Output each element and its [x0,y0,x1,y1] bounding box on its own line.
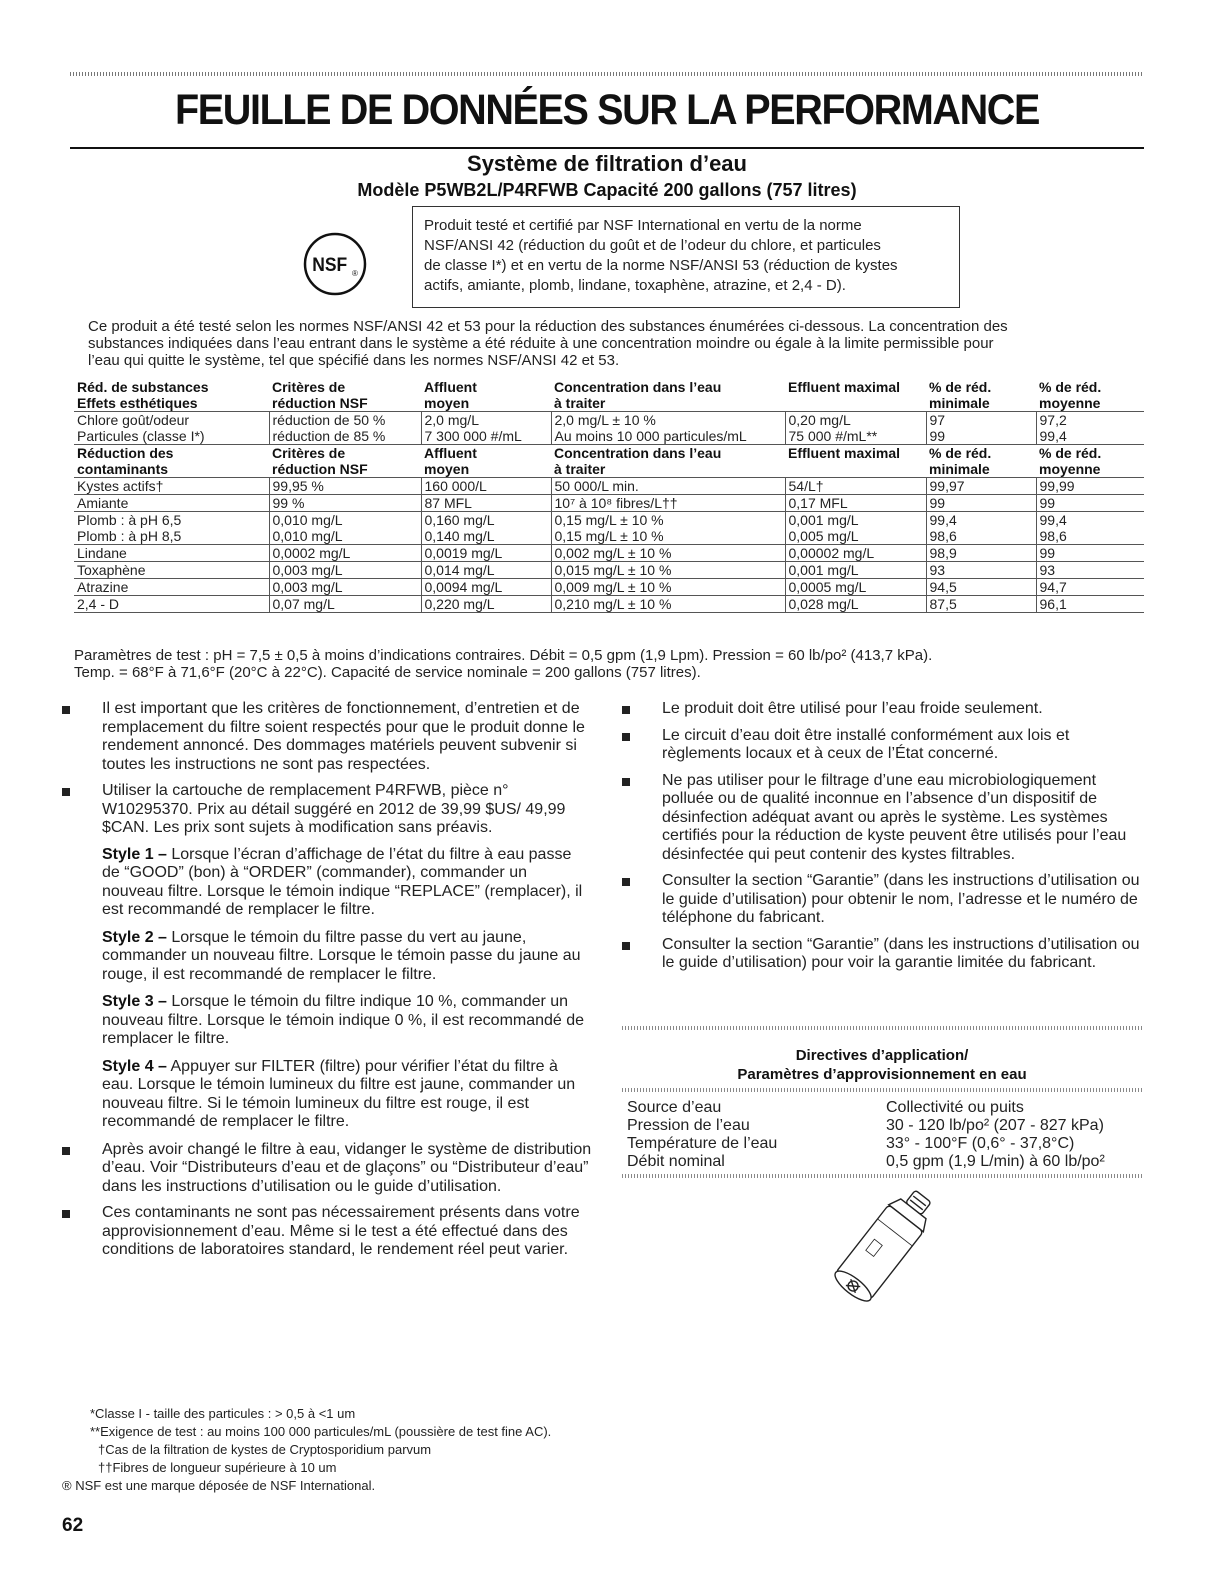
table-cell [551,545,785,562]
table-cell [74,562,269,579]
table-cell [421,478,551,495]
table-cell-line: 99 [1039,545,1056,561]
guideline-row [627,1099,1142,1117]
table-cell-line: 0,0005 mg/L [788,579,867,595]
guideline-row [627,1135,1142,1153]
table-header-line: % de réd. [929,379,992,395]
guidelines-title-line: Paramètres d’approvisionnement en eau [737,1066,1027,1083]
table-cell [421,579,551,596]
table-cell-line: 10⁷ à 10⁸ fibres/L†† [554,495,678,511]
table-cell [269,495,421,512]
table-cell-line: 93 [1039,562,1056,578]
table-cell-line: 0,001 mg/L [788,562,859,578]
table-header-cell [269,379,421,412]
bullet-text: Il est important que les critères de fonctionnement, d’entretien et de remplacement du filtre soient respectés pour que le produit donne le rendement annoncé. Des dommages matériels peuvent subvenir si toutes les instructions ne sont pas respectées. [102,700,585,773]
style-label: Style 1 – [102,845,167,863]
table-cell [785,545,926,562]
table-row [74,495,1144,512]
table-cell-line: 98,9 [929,545,957,561]
guidelines-title-line: Directives d’application/ [795,1047,969,1064]
style-4-paragraph [62,1058,592,1132]
table-row [74,545,1144,562]
style-text: Lorsque le témoin du filtre passe du vert au jaune, commander un nouveau filtre. Lorsque le témoin passe du jaune au rouge, il est recommandé de remplacer le filtre. [102,928,581,983]
table-header-line: Effluent maximal [788,445,901,461]
table-cell-line: 2,0 mg/L [424,412,479,428]
table-row [74,562,1144,579]
table-cell-line: 96,1 [1039,596,1067,612]
table-cell [74,412,269,445]
table-header-line: moyen [424,461,470,477]
table-cell [1036,412,1144,445]
table-cell-line: 99 % [272,495,305,511]
table-header-line: à traiter [554,395,606,411]
footnote: ® NSF est une marque déposée de NSF International. [62,1478,376,1493]
table-cell [1036,512,1144,545]
table-cell-line: 2,4 - D [77,596,120,612]
table-header-row [74,445,1144,478]
style-label: Style 2 – [102,928,167,946]
table-header-line: Affluent [424,445,477,461]
dotted-rule [622,1026,1142,1030]
table-cell [1036,495,1144,512]
table-cell-line: 99,4 [1039,428,1067,444]
table-cell [74,495,269,512]
table-cell [269,412,421,445]
subtitle: Système de filtration d’eau [467,151,747,176]
style-text: Lorsque l’écran d’affichage de l’état du filtre à eau passe de “GOOD” (bon) à “ORDER” (commander), commander un nouveau filtre. Lorsque le témoin indique “REPLACE” (remplacer), il est recommandé de remplacer le filtre. [102,845,583,918]
bullet-text: Consulter la section “Garantie” (dans les instructions d’utilisation ou le guide d’utilisation) pour voir la garantie limitée du fabricant. [662,935,1140,971]
table-header-line [788,461,926,477]
table-cell [1036,579,1144,596]
guideline-key: Source d’eau [627,1099,722,1116]
table-cell-line: 0,140 mg/L [424,528,495,544]
table-cell [551,478,785,495]
table-header-row [74,379,1144,412]
table-cell-line: 0,210 mg/L ± 10 % [554,596,672,612]
table-header-cell [926,379,1036,412]
table-row [74,579,1144,596]
table-header-line: Affluent [424,379,477,395]
test-parameters-line: Paramètres de test : pH = 7,5 ± 0,5 à moins d’indications contraires. Débit = 0,5 gpm (1,9 Lpm). Pression = 60 lb/po² (413,7 kPa). [74,647,933,664]
table-cell-line: 0,07 mg/L [272,596,335,612]
table-cell [551,579,785,596]
bullet-item [62,1141,592,1197]
bullet-square-icon [62,1147,70,1155]
table-cell-line: 0,15 mg/L ± 10 % [554,512,664,528]
table-cell [551,495,785,512]
table-header-line: minimale [929,461,990,477]
bullet-square-icon [622,706,630,714]
table-row [74,512,1144,545]
table-header-cell [926,445,1036,478]
table-header-line [788,395,926,411]
table-cell-line: 97 [929,412,946,428]
nsf-logo [303,232,367,296]
table-header-line: Concentration dans l’eau [554,445,722,461]
table-cell [785,596,926,613]
table-header-cell [269,445,421,478]
table-cell-line: 0,003 mg/L [272,579,343,595]
table-cell-line: 93 [929,562,946,578]
table-cell-line: 99 [1039,495,1056,511]
intro-line: l’eau qui quitte le système, tel que spécifié dans les normes NSF/ANSI 42 et 53. [88,352,620,369]
title-rule [70,147,1144,149]
table-cell-line: 0,015 mg/L ± 10 % [554,562,672,578]
table-cell-line: Kystes actifs† [77,478,164,494]
table-cell [421,562,551,579]
table-cell [785,512,926,545]
table-cell [926,512,1036,545]
table-cell-line: 99,99 [1039,478,1075,494]
table-header-cell [421,445,551,478]
guideline-row [627,1153,1142,1171]
cert-line: actifs, amiante, plomb, lindane, toxaphène, atrazine, et 2,4 - D). [424,277,846,294]
table-cell [74,545,269,562]
table-header-cell [551,445,785,478]
footnote: †Cas de la filtration de kystes de Cryptosporidium parvum [98,1442,432,1457]
table-cell-line: 0,15 mg/L ± 10 % [554,528,664,544]
table-header-line: Concentration dans l’eau [554,379,722,395]
table-cell [269,512,421,545]
bullet-square-icon [622,778,630,786]
water-filter-cartridge-illustration [812,1188,952,1310]
guideline-value: 0,5 gpm (1,9 L/min) à 60 lb/po² [886,1153,1105,1170]
table-header-cell [74,445,269,478]
table-cell [269,596,421,613]
table-header-line: Réd. de substances [77,379,209,395]
bullet-item [622,772,1142,865]
bullet-text: Le produit doit être utilisé pour l’eau froide seulement. [662,700,1043,717]
page-title: FEUILLE DE DONNÉES SUR LA PERFORMANCE [174,86,1039,134]
bullet-square-icon [622,942,630,950]
table-cell [785,412,926,445]
table-row [74,596,1144,613]
top-dotted-rule [70,72,1144,76]
table-cell [421,596,551,613]
table-cell-line: 0,0002 mg/L [272,545,351,561]
table-cell-line: 99,97 [929,478,965,494]
table-header-line: moyen [424,395,470,411]
table-cell [926,412,1036,445]
style-label: Style 4 – [102,1057,167,1075]
nsf-logo-mark: ® [352,269,358,278]
style-1-paragraph [62,846,592,920]
table-cell-line: 99,95 % [272,478,324,494]
table-header-line: réduction NSF [272,461,368,477]
table-cell-line: 0,014 mg/L [424,562,495,578]
table-header-cell [74,379,269,412]
table-cell [421,412,551,445]
table-cell [1036,478,1144,495]
table-cell [926,579,1036,596]
footnote: ††Fibres de longueur supérieure à 10 um [98,1460,337,1475]
table-header-cell [785,379,926,412]
table-header-line: Effets esthétiques [77,395,198,411]
bullet-item [62,782,592,838]
table-cell [1036,596,1144,613]
style-label: Style 3 – [102,993,167,1010]
table-cell-line: 99 [929,428,946,444]
table-cell-line: 0,002 mg/L ± 10 % [554,545,672,561]
bullet-square-icon [62,788,70,796]
bullet-text: Consulter la section “Garantie” (dans les instructions d’utilisation ou le guide d’utilisation) pour obtenir le nom, l’adresse et le numéro de téléphone du fabricant. [662,872,1140,926]
table-cell-line: 0,0019 mg/L [424,545,503,561]
dotted-rule [622,1174,1142,1178]
table-cell-line: 75 000 #/mL** [788,428,878,444]
table-cell-line: 94,7 [1039,579,1067,595]
bullet-item [622,727,1142,764]
table-cell [551,562,785,579]
table-cell [74,579,269,596]
table-cell [74,512,269,545]
table-cell [785,579,926,596]
nsf-logo-text: NSF [312,253,348,276]
table-cell [551,512,785,545]
bullet-square-icon [62,1210,70,1218]
table-cell-line: 0,17 MFL [788,495,848,511]
table-cell-line: Lindane [77,545,127,561]
table-cell [785,562,926,579]
table-cell-line: 50 000/L min. [554,478,639,494]
table-header-line: % de réd. [1039,445,1102,461]
table-cell-line: 0,028 mg/L [788,596,859,612]
table-cell [269,478,421,495]
table-header-line: % de réd. [1039,379,1102,395]
table-header-line: à traiter [554,461,606,477]
bullet-square-icon [622,733,630,741]
bullet-text: Utiliser la cartouche de remplacement P4RFWB, pièce n° W10295370. Prix au détail suggéré en 2012 de 39,99 $US/ 49,99 $CAN. Les prix sont sujets à modification sans préavis. [102,782,566,836]
guideline-key: Pression de l’eau [627,1117,750,1134]
table-cell-line: Particules (classe I*) [77,428,205,444]
table-cell-line: 0,005 mg/L [788,528,859,544]
table-cell-line: réduction de 50 % [272,412,386,428]
style-text: Lorsque le témoin du filtre indique 10 %, commander un nouveau filtre. Lorsque le témoin indique 0 %, il est recommandé de remplacer le filtre. [102,993,585,1047]
footnote: *Classe I - taille des particules : > 0,5 à <1 um [90,1406,356,1421]
bullet-text: Après avoir changé le filtre à eau, vidanger le système de distribution d’eau. Voir “Distributeurs d’eau et de glaçons” ou “Distributeur d’eau” dans les instructions d’utilisation ou le guide d’utilisation. [102,1140,592,1195]
table-cell [74,478,269,495]
footnote: **Exigence de test : au moins 100 000 particules/mL (poussière de test fine AC). [90,1424,552,1439]
table-cell [269,562,421,579]
table-cell-line: 87,5 [929,596,957,612]
test-parameters-line: Temp. = 68°F à 71,6°F (20°C à 22°C). Capacité de service nominale = 200 gallons (757 litres). [74,664,701,681]
table-cell-line: 0,010 mg/L [272,528,343,544]
bullet-text: Ces contaminants ne sont pas nécessairement présents dans votre approvisionnement d’eau. Même si le test a été effectué dans des conditions de laboratoires standard, le rendement réel peut varier. [102,1204,580,1258]
table-cell-line: 0,009 mg/L ± 10 % [554,579,672,595]
table-cell-line: 160 000/L [424,478,487,494]
table-header-line: moyenne [1039,461,1101,477]
performance-table [74,379,1144,613]
table-cell-line: 7 300 000 #/mL [424,428,522,444]
table-header-line: Critères de [272,445,346,461]
table-cell [926,495,1036,512]
cert-line: NSF/ANSI 42 (réduction du goût et de l’odeur du chlore, et particules [424,237,881,254]
table-header-line: % de réd. [929,445,992,461]
intro-line: substances indiquées dans l’eau entrant dans le système a été réduite à une concentration moindre ou égale à la limite permissible pour [88,335,994,352]
table-cell-line: Au moins 10 000 particules/mL [554,428,747,444]
guideline-value: 30 - 120 lb/po² (207 - 827 kPa) [886,1117,1104,1134]
table-cell-line: Chlore goût/odeur [77,412,190,428]
intro-line: Ce produit a été testé selon les normes NSF/ANSI 42 et 53 pour la réduction des substances énumérées ci-dessous. La concentration des [88,318,1008,335]
cert-line: de classe I*) et en vertu de la norme NSF/ANSI 53 (réduction de kystes [424,257,898,274]
table-cell-line: 0,160 mg/L [424,512,495,528]
table-cell-line: 0,220 mg/L [424,596,495,612]
certification-box [412,206,960,308]
style-2-paragraph [62,929,592,985]
table-cell-line: 0,010 mg/L [272,512,343,528]
table-header-line: contaminants [77,461,169,477]
table-cell [421,545,551,562]
table-cell-line: 0,001 mg/L [788,512,859,528]
table-cell-line: 98,6 [929,528,957,544]
table-header-line: Effluent maximal [788,379,901,395]
table-cell [926,596,1036,613]
bullet-square-icon [622,878,630,886]
table-cell-line: 0,00002 mg/L [788,545,875,561]
table-cell-line: Plomb : à pH 6,5 [77,512,182,528]
table-header-line: Critères de [272,379,346,395]
style-text: Appuyer sur FILTER (filtre) pour vérifier l’état du filtre à eau. Lorsque le témoin lumineux du filtre est jaune, commander un nouveau filtre. Si le témoin lumineux du filtre est rouge, il est recommandé de remplacer le filtre. [102,1057,576,1130]
table-cell [785,495,926,512]
test-parameters [74,647,1144,681]
right-column [622,700,1142,981]
table-row [74,412,1144,445]
bullet-item [62,1204,592,1260]
style-3-paragraph [62,993,592,1049]
table-cell-line: 0,0094 mg/L [424,579,503,595]
table-cell [1036,545,1144,562]
table-cell-line: 97,2 [1039,412,1067,428]
bullet-item [622,700,1142,719]
table-header-cell [551,379,785,412]
model-line: Modèle P5WB2L/P4RFWB Capacité 200 gallons (757 litres) [357,180,857,200]
guidelines-rows [622,1099,1142,1171]
table-cell [421,495,551,512]
table-cell [926,562,1036,579]
table-cell-line: 99 [929,495,946,511]
table-cell-line: 98,6 [1039,528,1067,544]
table-cell-line: Atrazine [77,579,129,595]
bullet-item [62,700,592,774]
table-header-line: moyenne [1039,395,1101,411]
table-cell [926,478,1036,495]
table-cell-line: 0,003 mg/L [272,562,343,578]
table-cell [551,412,785,445]
table-header-cell [1036,379,1144,412]
table-cell [785,478,926,495]
guidelines-title [622,1046,1142,1084]
bullet-text: Ne pas utiliser pour le filtrage d’une eau microbiologiquement polluée ou de qualité inconnue en l’absence d’un dispositif de désinfection adéquat avant ou après le système. Les systèmes certifiés pour la réduction de kyste peuvent être utilisés pour l’eau désinfectée qui peut contenir des kystes filtrables. [662,771,1127,863]
application-guidelines [622,1026,1142,1178]
table-header-cell [421,379,551,412]
guideline-key: Température de l’eau [627,1135,778,1152]
table-header-cell [785,445,926,478]
table-cell-line: 99,4 [929,512,957,528]
table-header-line: réduction NSF [272,395,368,411]
table-cell-line: 0,20 mg/L [788,412,851,428]
table-cell-line: 54/L† [788,478,824,494]
table-cell-line: 87 MFL [424,495,472,511]
left-column [62,700,592,1268]
table-cell [269,579,421,596]
bullet-item [622,872,1142,928]
dotted-rule [622,1088,1142,1092]
table-cell-line: Amiante [77,495,129,511]
table-cell-line: Toxaphène [77,562,146,578]
table-cell [1036,562,1144,579]
bullet-item [622,936,1142,973]
bullet-text: Le circuit d’eau doit être installé conformément aux lois et règlements locaux et à ceux de l’État concerné. [662,726,1070,762]
guideline-value: Collectivité ou puits [886,1099,1024,1116]
table-header-line: minimale [929,395,990,411]
table-cell-line: 94,5 [929,579,957,595]
table-cell [74,596,269,613]
table-cell [269,545,421,562]
table-cell [421,512,551,545]
bullet-square-icon [62,706,70,714]
table-cell [551,596,785,613]
table-cell-line: réduction de 85 % [272,428,386,444]
table-cell-line: 2,0 mg/L ± 10 % [554,412,656,428]
cert-line: Produit testé et certifié par NSF International en vertu de la norme [424,217,862,234]
guideline-row [627,1117,1142,1135]
guideline-key: Débit nominal [627,1153,725,1170]
table-header-line: Réduction des [77,445,174,461]
table-cell [926,545,1036,562]
page-number: 62 [62,1515,84,1536]
footnotes [62,1405,862,1495]
table-cell-line: Plomb : à pH 8,5 [77,528,182,544]
table-cell-line: 99,4 [1039,512,1067,528]
table-header-cell [1036,445,1144,478]
guideline-value: 33° - 100°F (0,6° - 37,8°C) [886,1135,1075,1152]
intro-paragraph [88,318,1144,369]
table-row [74,478,1144,495]
